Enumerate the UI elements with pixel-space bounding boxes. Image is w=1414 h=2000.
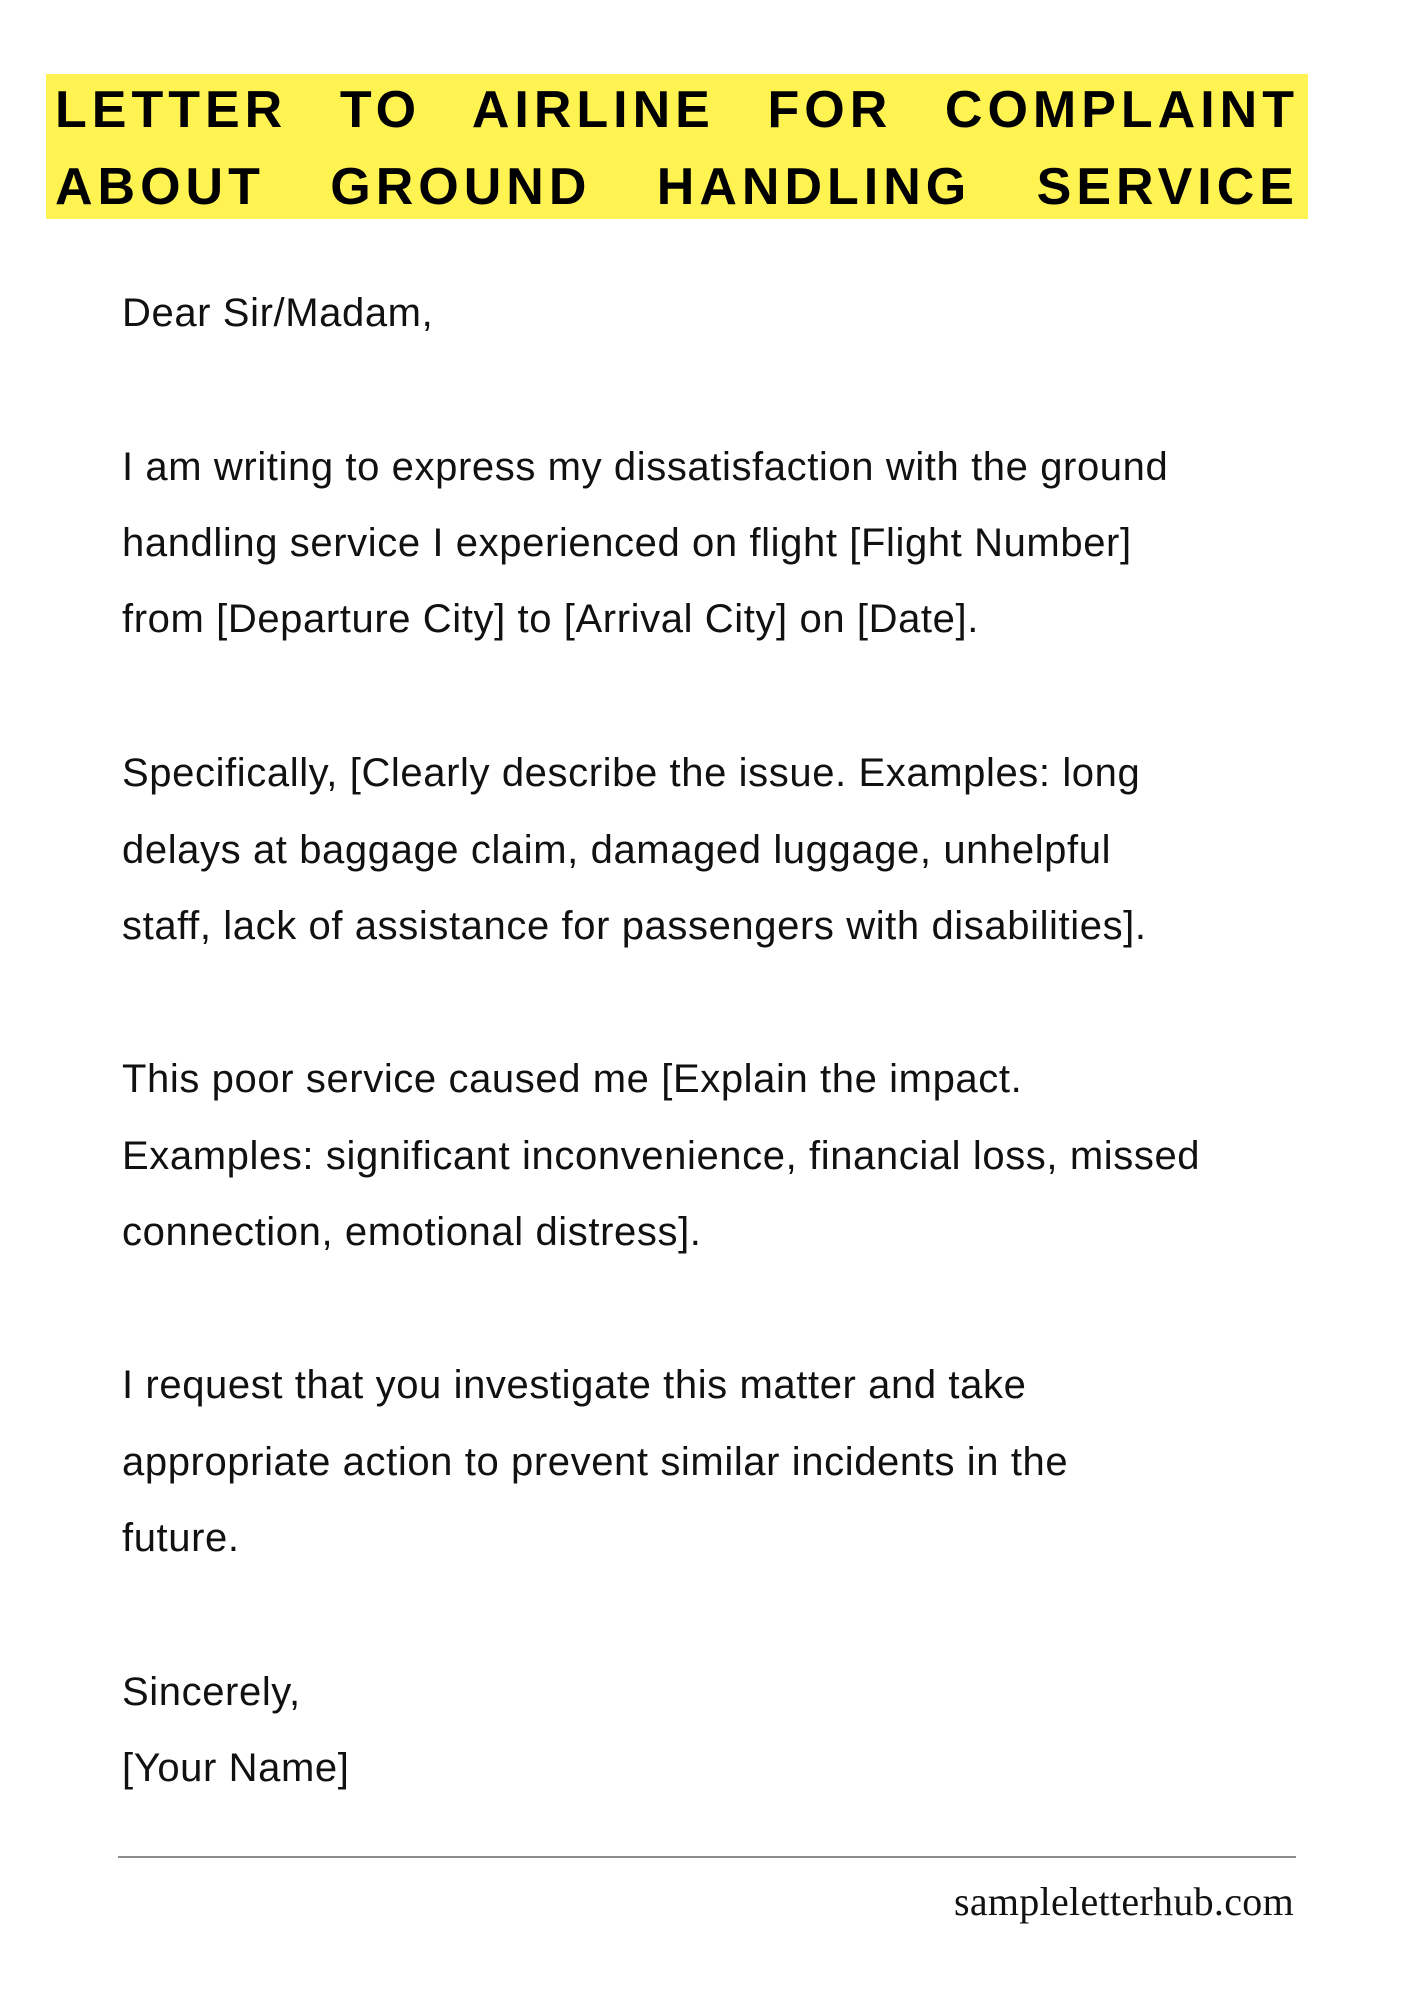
paragraph-line: from [Departure City] to [Arrival City] on [Date].: [122, 597, 979, 641]
paragraph-line: future.: [122, 1516, 240, 1560]
signature-name: [Your Name]: [122, 1746, 350, 1790]
page-title-line-2: ABOUT GROUND HANDLING SERVICE: [55, 158, 1299, 216]
title-highlight: [46, 74, 1308, 219]
paragraph-line: connection, emotional distress].: [122, 1210, 702, 1254]
paragraph-line: handling service I experienced on flight [Flight Number]: [122, 521, 1132, 565]
footer-website: sampleletterhub.com: [953, 1879, 1294, 1924]
paragraph-line: Examples: significant inconvenience, financial loss, missed: [122, 1134, 1201, 1178]
paragraph-line: appropriate action to prevent similar incidents in the: [122, 1440, 1069, 1484]
paragraph-line: staff, lack of assistance for passengers with disabilities].: [122, 904, 1147, 948]
footer-divider: [118, 1856, 1296, 1858]
paragraph-line: delays at baggage claim, damaged luggage, unhelpful: [122, 828, 1112, 872]
closing: Sincerely,: [122, 1670, 301, 1714]
page-title-line-1: LETTER TO AIRLINE FOR COMPLAINT: [55, 81, 1299, 139]
salutation: Dear Sir/Madam,: [122, 291, 434, 335]
paragraph-line: This poor service caused me [Explain the impact.: [122, 1057, 1023, 1101]
paragraph-line: I request that you investigate this matter and take: [122, 1363, 1027, 1407]
paragraph-line: Specifically, [Clearly describe the issue. Examples: long: [122, 751, 1141, 795]
paragraph-line: I am writing to express my dissatisfaction with the ground: [122, 445, 1169, 489]
